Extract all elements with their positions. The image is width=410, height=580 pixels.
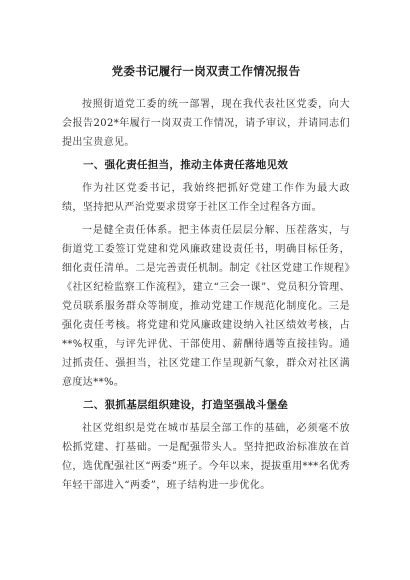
- intro-paragraph: 按照街道党工委的统一部署，现在我代表社区党委，向大会报告202*年履行一岗双责工作情况，请予审议，并请同志们提出宝贵意见。: [62, 99, 350, 148]
- document-title: 党委书记履行一岗双责工作情况报告: [111, 64, 301, 78]
- section-1-paragraph-2: 一是健全责任体系。把主体责任层层分解、压茬落实，与街道党工委签订党建和党风廉政建设责任书，明确目标任务，细化责任清单。二是完善责任机制。制定《社区党建工作规程》《社区纪检监察工作流程》，建立“三会一课”、党员积分管理、党员联系服务群众等制度，推动党建工作规范化制度化。三是强化责任考核。将党建和党风廉政建设纳入社区绩效考核，占**%权重，与评先评优、干部使用、薪酬待遇等直接挂钩。通过抓责任、强担当，社区党建工作呈现新气象，群众对社区满意度达**%。: [62, 225, 350, 388]
- section-1-heading: 一、强化责任担当，推动主体责任落地见效: [83, 159, 289, 171]
- section-1-paragraph-1: 作为社区党委书记，我始终把抓好党建工作作为最大政绩，坚持把从严治党要求贯穿于社区工作全过程各方面。: [62, 183, 350, 213]
- section-2-heading: 二、狠抓基层组织建设，打造坚强战斗堡垒: [83, 399, 289, 411]
- section-2-paragraph-1: 社区党组织是党在城市基层全部工作的基础，必须毫不放松抓党建、打基础。一是配强带头人。坚持把政治标准放在首位，选优配强社区“两委”班子。今年以来，提拔重用***名优秀年轻干部进入“两委”，班子结构进一步优化。: [62, 423, 350, 491]
- document-body: [62, 63, 350, 499]
